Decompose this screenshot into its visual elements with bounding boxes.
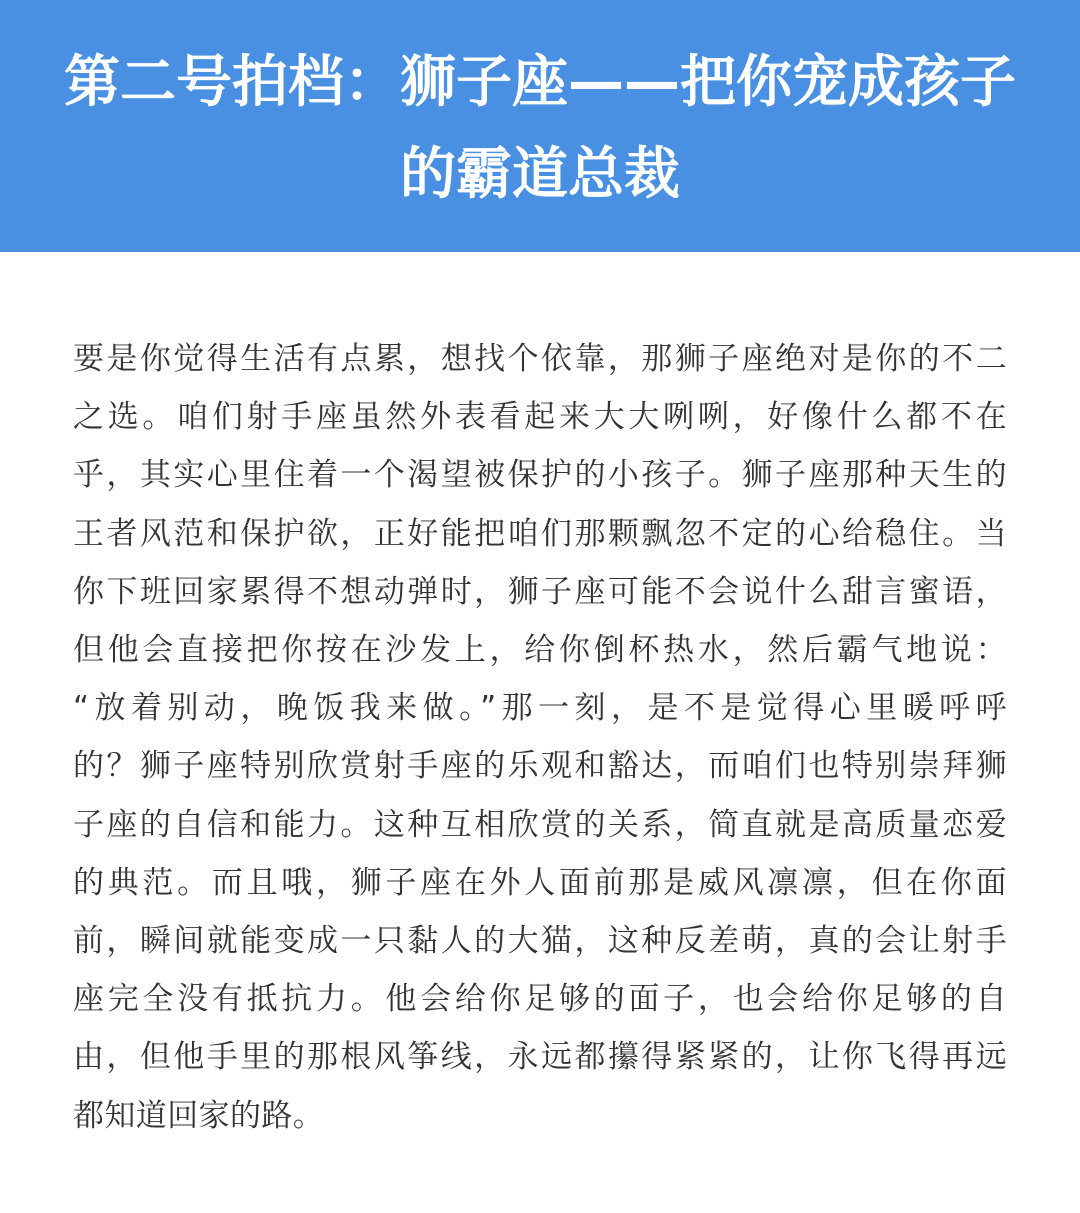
- paragraph-line: 都知道回家的路。: [73, 1097, 325, 1134]
- paragraph-line: 要是你觉得生活有点累，想找个依靠，那狮子座绝对是你的不二: [73, 341, 1007, 377]
- paragraph-line: 前，瞬间就能变成一只黏人的大猫，这种反差萌，真的会让射手: [73, 923, 1007, 960]
- paragraph-line: 的？狮子座特别欣赏射手座的乐观和豁达，而咱们也特别崇拜狮: [73, 748, 1007, 785]
- paragraph-line: “放着别动，晚饭我来做。”那一刻，是不是觉得心里暖呼呼: [73, 690, 1007, 727]
- article-body: [73, 330, 1013, 1145]
- paragraph-line: 子座的自信和能力。这种互相欣赏的关系，简直就是高质量恋爱: [73, 806, 1007, 843]
- paragraph-line: 你下班回家累得不想动弹时，狮子座可能不会说什么甜言蜜语，: [73, 573, 1007, 610]
- paragraph-line: 的典范。而且哦，狮子座在外人面前那是威风凛凛，但在你面: [73, 864, 1007, 901]
- page-title-line-2: 的霸道总裁: [400, 142, 680, 207]
- paragraph-line: 之选。咱们射手座虽然外表看起来大大咧咧，好像什么都不在: [73, 399, 1007, 436]
- paragraph-line: 座完全没有抵抗力。他会给你足够的面子，也会给你足够的自: [73, 981, 1007, 1018]
- paragraph-line: 由，但他手里的那根风筝线，永远都攥得紧紧的，让你飞得再远: [73, 1039, 1007, 1076]
- page-title-line-1: 第二号拍档：狮子座——把你宠成孩子: [64, 50, 1016, 115]
- paragraph-line: 乎，其实心里住着一个渴望被保护的小孩子。狮子座那种天生的: [73, 457, 1007, 494]
- paragraph-line: 但他会直接把你按在沙发上，给你倒杯热水，然后霸气地说：: [73, 632, 1007, 669]
- paragraph-line: 王者风范和保护欲，正好能把咱们那颗飘忽不定的心给稳住。当: [73, 515, 1007, 552]
- title-banner: [0, 0, 1080, 252]
